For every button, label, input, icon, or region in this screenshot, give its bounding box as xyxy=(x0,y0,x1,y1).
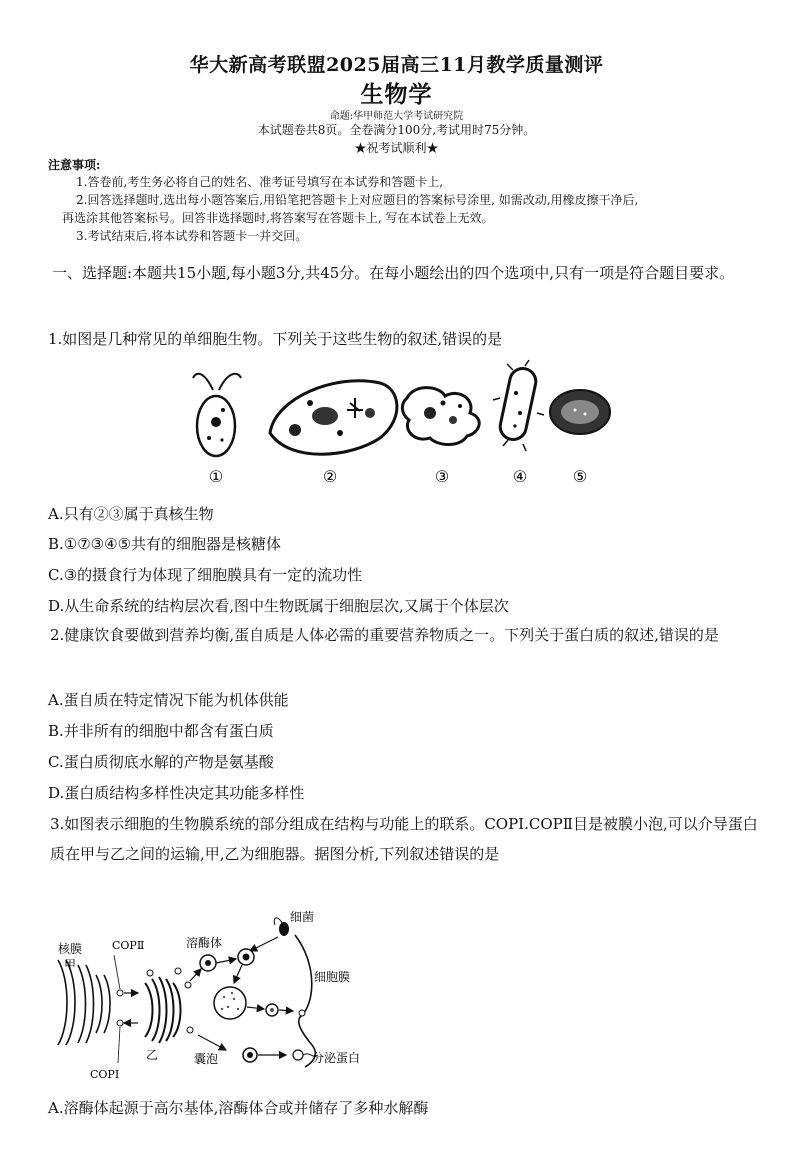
organism-3-drawing xyxy=(402,388,479,445)
q3-figure xyxy=(50,905,380,1095)
note-item-2b: 再选涂其他答案标号。回答非选择题时,将答案写在答题卡上, 写在本试卷上无效。 xyxy=(62,211,494,225)
fig3-label-yi: 乙 xyxy=(146,1048,159,1062)
q2-option-a: A.蛋自质在特定情况下能为机体供能 xyxy=(48,691,289,709)
organism-4-drawing xyxy=(493,360,544,451)
author-line: 命题:华甲师范大学考试研究院 xyxy=(329,111,464,122)
golgi-drawing xyxy=(145,977,181,1043)
organism-1-drawing xyxy=(193,374,241,456)
note-item-1: 1.答卷前,考生务必将自己的姓名、准考证号填写在本试券和答题卡上, xyxy=(76,175,444,189)
q3-stem: 3.如图表示细胞的生物膜系统的部分组成在结构与功能上的联系。COPI.COPⅡ目是被膜小泡,可以介导蛋白质在甲与乙之间的运输,甲,乙为细胞器。据图分析,下列叙述错误的是 xyxy=(50,815,758,863)
fig1-label-5: ⑤ xyxy=(572,467,588,486)
notes-heading: 注意事项: xyxy=(48,158,101,172)
organism-5-drawing xyxy=(550,390,610,434)
fig3-label-secretory-protein: 分泌蛋白 xyxy=(312,1051,361,1065)
fig3-label-copi: COPⅠ xyxy=(90,1068,120,1081)
organism-2-drawing xyxy=(270,381,397,454)
cell-membrane-drawing xyxy=(295,935,315,1067)
fig1-label-4: ④ xyxy=(512,467,528,486)
q1-stem: 1.如图是几种常见的单细胞生物。下列关于这些生物的叙述,错误的是 xyxy=(48,330,503,348)
q2-option-d: D.蛋白质结构多样性决定其功能多样性 xyxy=(48,784,305,802)
fig1-label-2: ② xyxy=(322,467,338,486)
fig3-label-copii: COPⅡ xyxy=(112,939,145,952)
q2-option-c: C.蛋白质彻底水解的产物是氨基酸 xyxy=(48,753,274,771)
fig3-label-bacteria: 细菌 xyxy=(290,910,315,924)
q3-option-a: A.溶酶体起源于高尔基体,溶酶体合或并储存了多种水解酶 xyxy=(48,1099,429,1117)
fig3-label-jia: 甲 xyxy=(64,958,77,972)
fig1-label-3: ③ xyxy=(434,467,450,486)
fig3-label-nuclear-membrane: 核膜 xyxy=(58,942,83,956)
q1-option-a: A.只有②③属于真核生物 xyxy=(48,505,214,523)
q2-stem: 2.健康饮食要做到营养均衡,蛋自质是人体必需的重要营养物质之一。下列关于蛋白质的叙述,错误的是 xyxy=(50,626,719,644)
fig3-label-lysosome: 溶酶体 xyxy=(186,936,223,950)
q1-figure xyxy=(175,358,615,488)
section-heading: 一、选择题:本题共15小题,每小题3分,共45分。在每小题绘出的四个选项中,只有一项是符合题目要求。 xyxy=(52,264,735,282)
fig3-label-cell-membrane: 细胞膜 xyxy=(314,970,351,984)
exam-info: 本试题卷共8页。全卷满分100分,考试用时75分钟。 xyxy=(257,123,536,137)
wish-line: ★祝考试顺利★ xyxy=(354,141,439,155)
q1-option-b: B.①⑦③④⑤共有的细胞器是核糖体 xyxy=(48,535,282,553)
er-drawing xyxy=(58,960,110,1045)
q1-option-d: D.从生命系统的结构层次看,图中生物既属于细胞层次,又属于个体层次 xyxy=(48,597,509,615)
subject-title: 生物学 xyxy=(360,81,433,108)
q1-option-c: C.③的摄食行为体现了细胞膜具有一定的流功性 xyxy=(48,566,363,584)
exam-title: 华大新高考联盟2025届高三11月教学质量测评 xyxy=(189,54,604,76)
note-item-3: 3.考试结束后,将本试券和答题卡一并交回。 xyxy=(76,229,308,243)
note-item-2a: 2.回答选择题时,选出每小题答案后,用铅笔把答题卡上对应题目的答案标号涂里, 如需改动,用橡皮擦干净后, xyxy=(76,193,639,207)
fig1-label-1: ① xyxy=(208,467,224,486)
q2-option-b: B.并非所有的细胞中都含有蛋白质 xyxy=(48,722,274,740)
fig3-label-vesicle: 囊泡 xyxy=(194,1052,219,1066)
